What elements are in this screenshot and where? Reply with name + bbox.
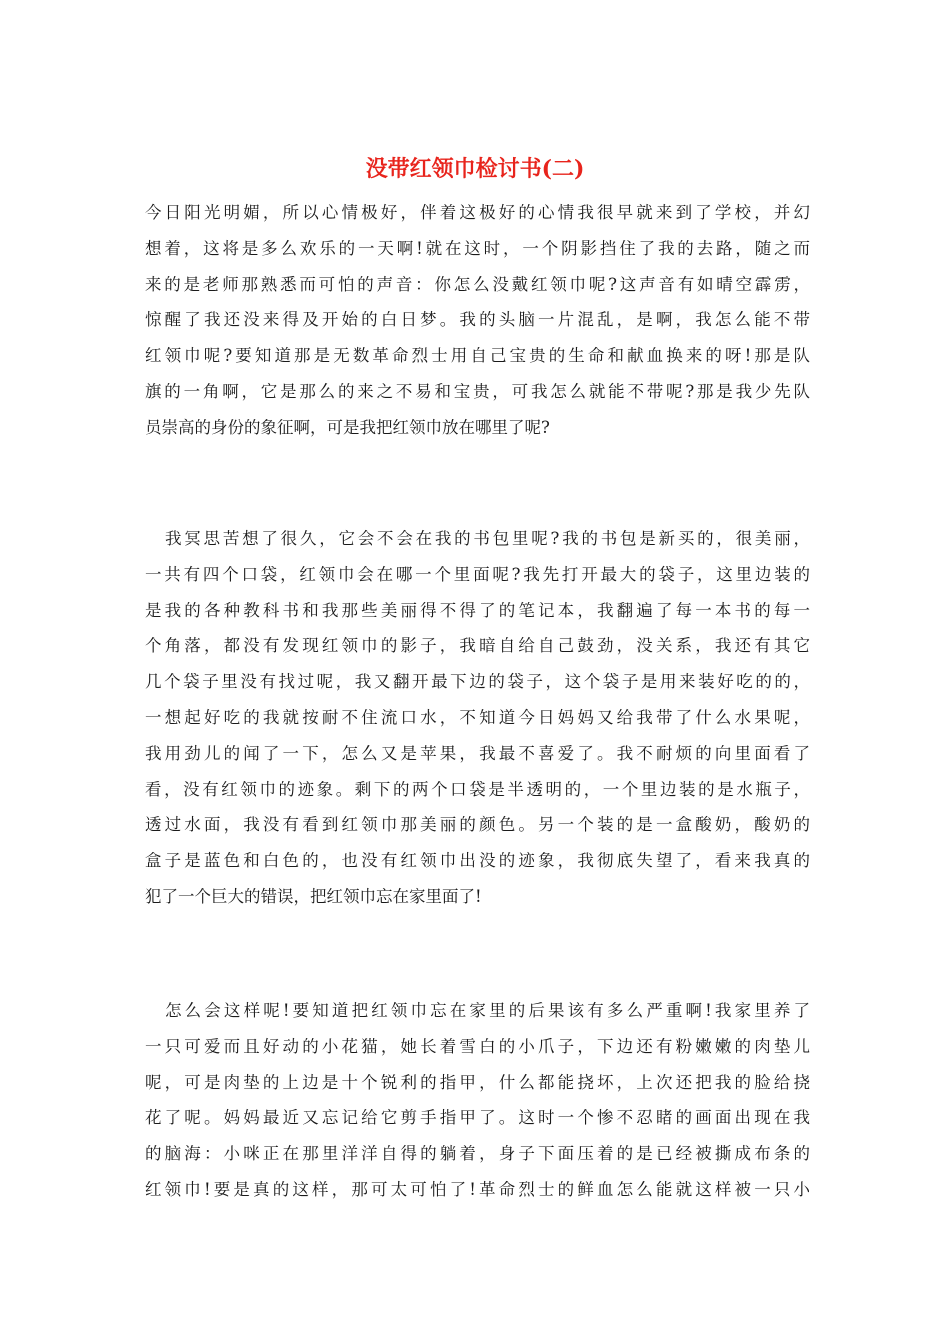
paragraph-line: 员崇高的身份的象征啊，可是我把红领巾放在哪里了呢? <box>145 417 550 437</box>
paragraph-line: 怎么会这样呢!要知道把红领巾忘在家里的后果该有多么严重啊!我家里养了 <box>165 1001 810 1020</box>
paragraph-line: 一只可爱而且好动的小花猫，她长着雪白的小爪子，下边还有粉嫩嫩的肉垫儿 <box>145 1036 810 1056</box>
paragraph-line: 个角落，都没有发现红领巾的影子，我暗自给自己鼓劲，没关系，我还有其它 <box>145 636 810 656</box>
paragraph-line: 看，没有红领巾的迹象。剩下的两个口袋是半透明的，一个里边装的是水瓶子， <box>145 779 810 799</box>
paragraph-line: 呢，可是肉垫的上边是十个锐利的指甲，什么都能挠坏，上次还把我的脸给挠 <box>145 1072 810 1092</box>
paragraph-line: 几个袋子里没有找过呢，我又翻开最下边的袋子，这个袋子是用来装好吃的的， <box>145 672 810 692</box>
document-title: 没带红领巾检讨书(二) <box>365 156 585 182</box>
paragraph-line: 惊醒了我还没来得及开始的白日梦。我的头脑一片混乱，是啊，我怎么能不带 <box>145 310 810 330</box>
paragraph-line: 红领巾!要是真的这样，那可太可怕了!革命烈士的鲜血怎么能就这样被一只小 <box>145 1179 810 1199</box>
paragraph-line: 想着，这将是多么欢乐的一天啊!就在这时，一个阴影挡住了我的去路，随之而 <box>145 238 810 258</box>
paragraph-line: 一想起好吃的我就按耐不住流口水，不知道今日妈妈又给我带了什么水果呢， <box>145 707 810 727</box>
paragraph-line: 花了呢。妈妈最近又忘记给它剪手指甲了。这时一个惨不忍睹的画面出现在我 <box>145 1108 810 1128</box>
paragraph-line: 来的是老师那熟悉而可怕的声音：你怎么没戴红领巾呢?这声音有如晴空霹雳， <box>145 274 810 294</box>
paragraph-3 <box>145 993 810 1208</box>
paragraph-line: 一共有四个口袋，红领巾会在哪一个里面呢?我先打开最大的袋子，这里边装的 <box>145 564 810 584</box>
paragraph-line: 盒子是蓝色和白色的，也没有红领巾出没的迹象，我彻底失望了，看来我真的 <box>145 851 810 871</box>
paragraph-line: 是我的各种教科书和我那些美丽得不得了的笔记本，我翻遍了每一本书的每一 <box>145 600 810 620</box>
paragraph-line: 透过水面，我没有看到红领巾那美丽的颜色。另一个装的是一盒酸奶，酸奶的 <box>145 815 810 835</box>
paragraph-2 <box>145 521 810 915</box>
paragraph-line: 红领巾呢?要知道那是无数革命烈士用自己宝贵的生命和献血换来的呀!那是队 <box>145 346 810 366</box>
paragraph-line: 的脑海：小咪正在那里洋洋自得的躺着，身子下面压着的是已经被撕成布条的 <box>145 1144 810 1164</box>
paragraph-line: 旗的一角啊，它是那么的来之不易和宝贵，可我怎么就能不带呢?那是我少先队 <box>145 381 810 401</box>
paragraph-line: 我冥思苦想了很久，它会不会在我的书包里呢?我的书包是新买的，很美丽， <box>165 529 810 548</box>
paragraph-line: 犯了一个巨大的错误，把红领巾忘在家里面了! <box>145 886 482 906</box>
paragraph-line: 我用劲儿的闻了一下，怎么又是苹果，我最不喜爱了。我不耐烦的向里面看了 <box>145 743 810 763</box>
paragraph-line: 今日阳光明媚，所以心情极好，伴着这极好的心情我很早就来到了学校，并幻 <box>145 203 810 222</box>
paragraph-1 <box>145 195 810 446</box>
